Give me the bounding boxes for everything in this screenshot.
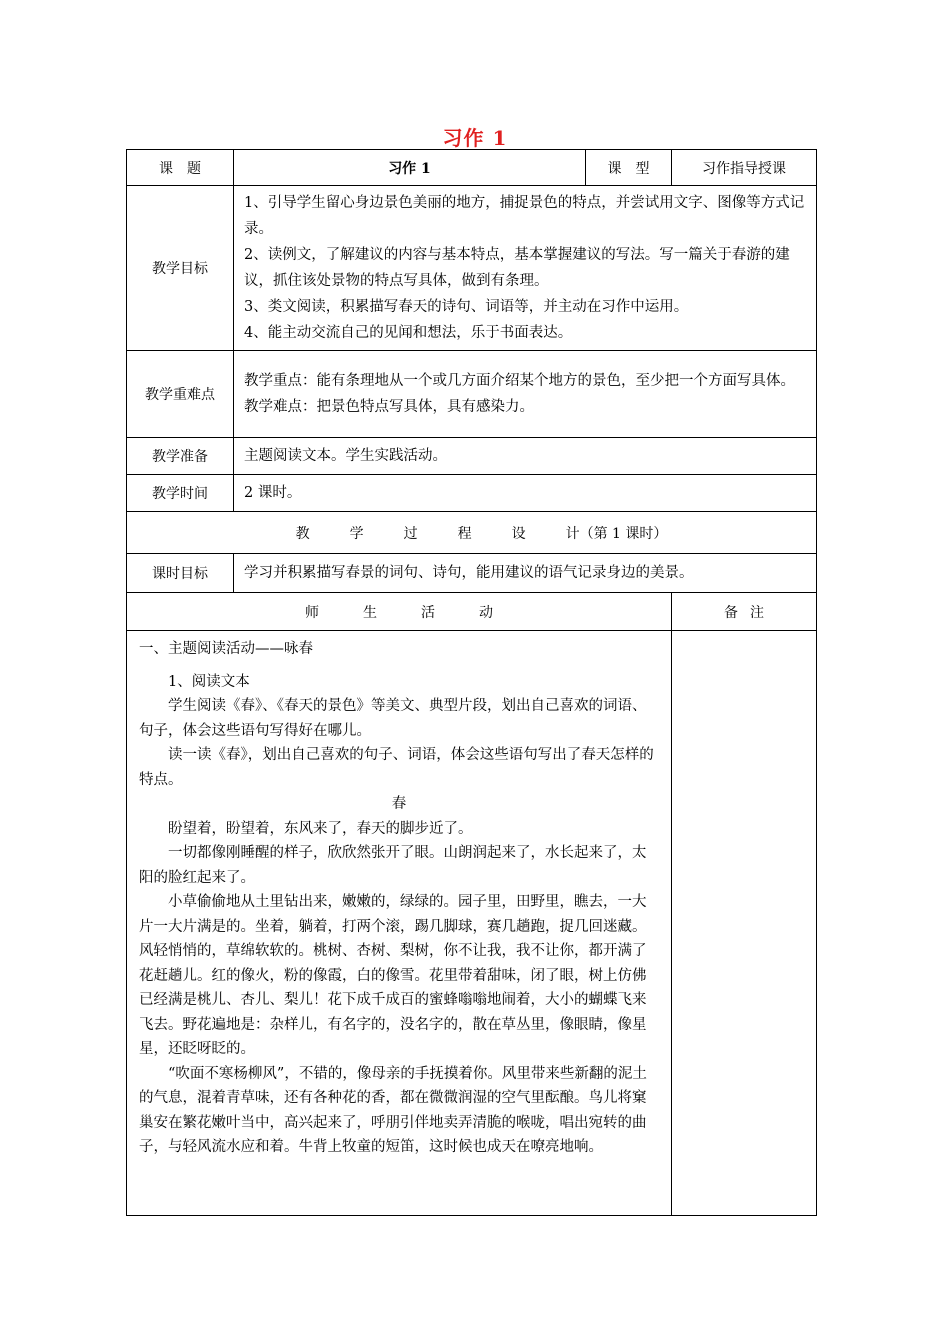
- process-char: 教: [295, 525, 310, 542]
- remark-heading: [672, 593, 817, 631]
- activity-char: 师: [305, 604, 319, 621]
- activity-char: 动: [479, 604, 493, 621]
- process-char: 计: [565, 525, 580, 542]
- preparation-value: 主题阅读文本。学生实践活动。: [234, 438, 817, 475]
- essay-paragraph: 盼望着，盼望着，东风来了，春天的脚步近了。: [168, 820, 473, 837]
- activity-body: [127, 631, 672, 1216]
- essay-paragraph: “吹面不寒杨柳风”，不错的，像母亲的手抚摸着你。风里带来些新翻的泥土的气息，混着青草味，还有各种花的香，都在微微润湿的空气里酝酿。鸟儿将窠巢安在繁花嫩叶当中，高兴起来了，呼朋引伴地卖弄清脆的喉咙，唱出宛转的曲子，与轻风流水应和着。牛背上牧童的短笛，这时候也成天在嘹亮地响。: [139, 1065, 647, 1155]
- key-points-content: [234, 351, 817, 438]
- objective-item: 1、引导学生留心身边景色美丽的地方，捕捉景色的特点，并尝试用文字、图像等方式记录。: [244, 195, 805, 237]
- process-design-row: [127, 512, 817, 554]
- process-char: 过: [403, 525, 418, 542]
- preparation-label: 教学准备: [127, 438, 234, 475]
- essay-paragraph: 一切都像刚睡醒的样子，欣欣然张开了眼。山朗润起来了，水长起来了，太阳的脸红起来了。: [139, 845, 647, 886]
- reading-paragraph: 读一读《春》，划出自己喜欢的句子、词语，体会这些语句写出了春天怎样的特点。: [139, 747, 654, 788]
- section-title: 一、主题阅读活动——咏春: [139, 641, 313, 657]
- type-value: 习作指导授课: [672, 150, 817, 186]
- period-goal-row: [127, 554, 817, 593]
- duration-label: 教学时间: [127, 475, 234, 512]
- topic-value: 习作 1: [234, 150, 586, 186]
- objective-item: 4、能主动交流自己的见闻和想法，乐于书面表达。: [244, 325, 573, 341]
- process-suffix: （第 1 课时）: [579, 525, 668, 542]
- topic-label: 课 题: [127, 150, 234, 186]
- process-char: 学: [349, 525, 364, 542]
- activity-body-row: [127, 631, 817, 1216]
- process-char: 程: [457, 525, 472, 542]
- key-points-row: [127, 351, 817, 438]
- key-point-focus: 教学重点：能有条理地从一个或几方面介绍某个地方的景色，至少把一个方面写具体。: [244, 373, 795, 389]
- duration-row: [127, 475, 817, 512]
- objective-item: 3、类文阅读，积累描写春天的诗句、词语等，并主动在习作中运用。: [244, 299, 689, 315]
- key-points-label: 教学重难点: [127, 351, 234, 438]
- objectives-row: [127, 186, 817, 351]
- step-title: 1、阅读文本: [168, 673, 250, 690]
- activity-header-row: [127, 593, 817, 631]
- period-goal-value: 学习并积累描写春景的词句、诗句，能用建议的语气记录身边的美景。: [234, 554, 817, 593]
- period-goal-label: 课时目标: [127, 554, 234, 593]
- topic-row: [127, 150, 817, 186]
- objectives-label: 教学目标: [127, 186, 234, 351]
- remark-char: 注: [750, 604, 764, 621]
- type-label: 课 型: [586, 150, 672, 186]
- remark-char: 备: [724, 604, 738, 621]
- essay-paragraph: 小草偷偷地从土里钻出来，嫩嫩的，绿绿的。园子里，田野里，瞧去，一大片一大片满是的。坐着，躺着，打两个滚，踢几脚球，赛几趟跑，捉几回迷藏。风轻悄悄的，草绵软软的。桃树、杏树、梨树，你不让我，我不让你，都开满了花赶趟儿。红的像火，粉的像霞，白的像雪。花里带着甜味，闭了眼，树上仿佛已经满是桃儿、杏儿、梨儿！花下成千成百的蜜蜂嗡嗡地闹着，大小的蝴蝶飞来飞去。野花遍地是：杂样儿，有名字的，没名字的，散在草丛里，像眼睛，像星星，还眨呀眨的。: [139, 894, 647, 1057]
- process-char: 设: [511, 525, 526, 542]
- objective-item: 2、读例文，了解建议的内容与基本特点，基本掌握建议的写法。写一篇关于春游的建议，抓住该处景物的特点写具体，做到有条理。: [244, 247, 790, 289]
- lesson-plan-table: [126, 149, 817, 1216]
- duration-value: 2 课时。: [234, 475, 817, 512]
- activity-char: 活: [421, 604, 435, 621]
- preparation-row: [127, 438, 817, 475]
- process-design-heading: [127, 512, 817, 554]
- document-title: 习作 1: [442, 126, 508, 150]
- activity-heading: [127, 593, 672, 631]
- activity-char: 生: [363, 604, 377, 621]
- essay-title: 春: [391, 796, 407, 812]
- reading-paragraph: 学生阅读《春》、《春天的景色》等美文、典型片段，划出自己喜欢的词语、句子，体会这些语句写得好在哪儿。: [139, 698, 647, 739]
- objectives-content: [234, 186, 817, 351]
- key-point-difficulty: 教学难点：把景色特点写具体，具有感染力。: [244, 399, 534, 415]
- remark-body: [672, 631, 817, 1216]
